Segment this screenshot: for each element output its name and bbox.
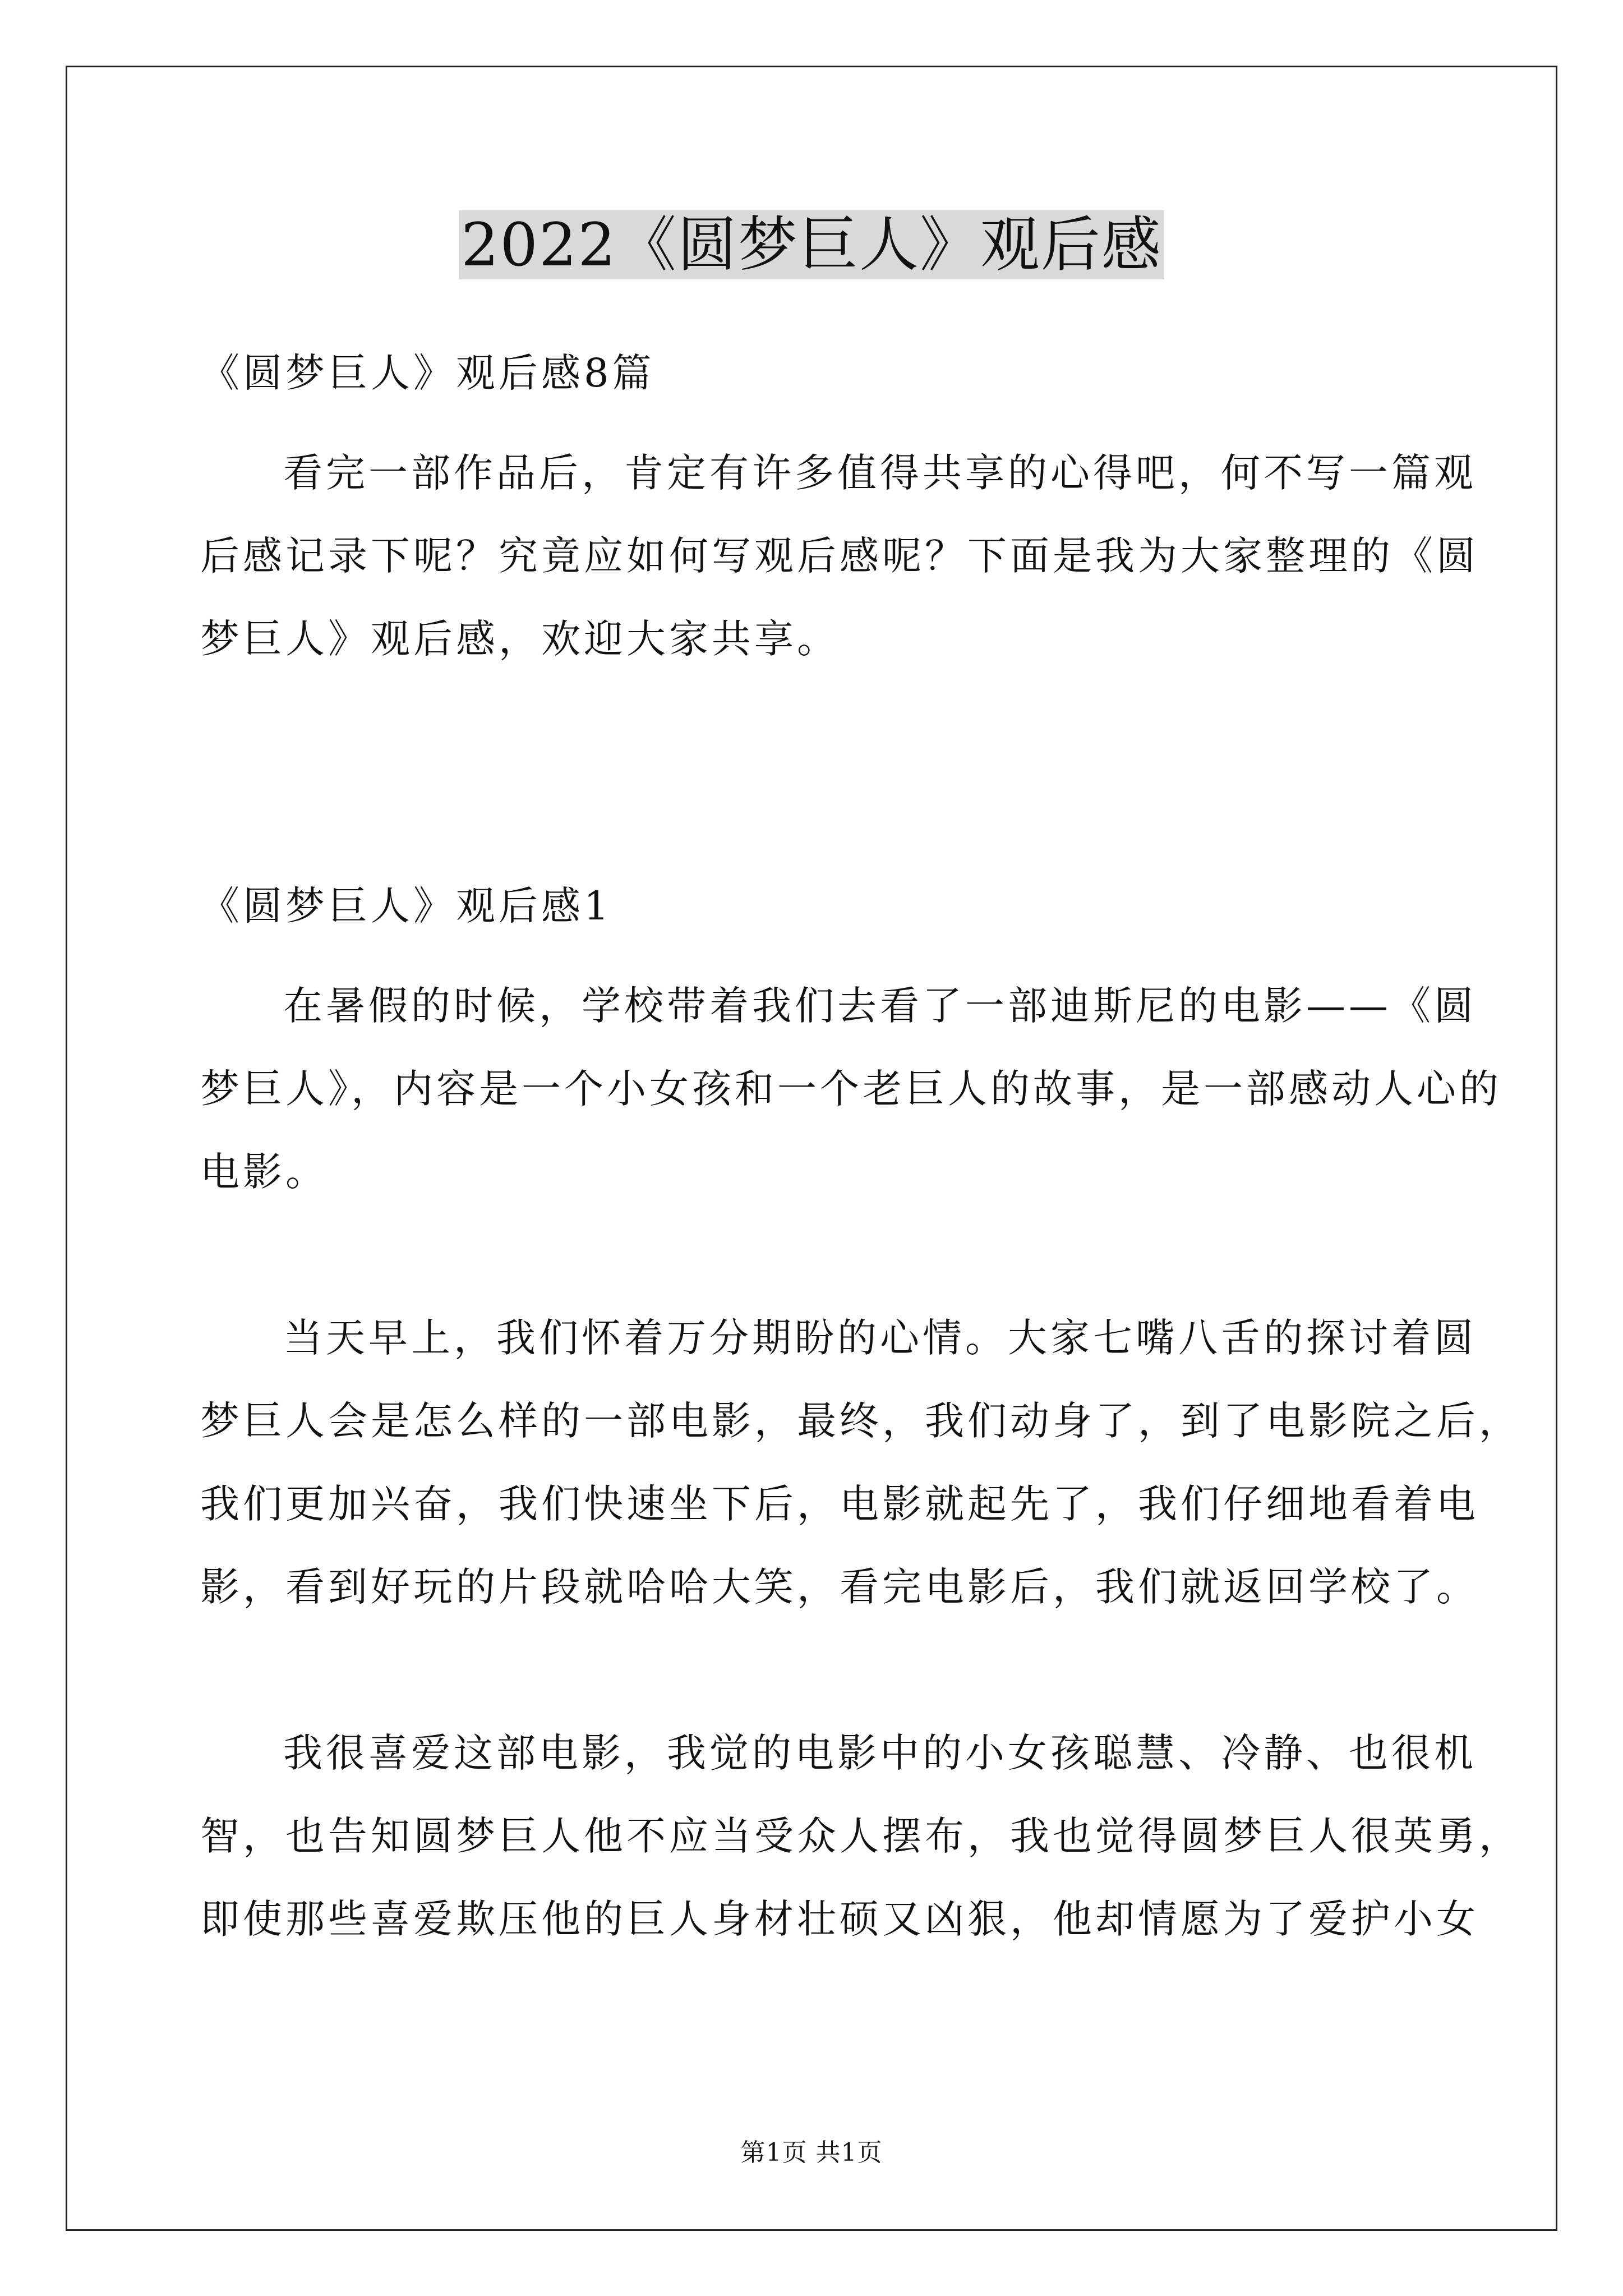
paragraph-line: 梦巨人会是怎么样的一部电影，最终，我们动身了，到了电影院之后，: [200, 1398, 1521, 1444]
document-subtitle: 《圆梦巨人》观后感8篇: [200, 350, 655, 396]
page-footer: 第1页 共1页: [740, 2138, 883, 2167]
paragraph-line: 当天早上，我们怀着万分期盼的心情。大家七嘴八舌的探讨着圆: [283, 1315, 1477, 1361]
paragraph-line: 即使那些喜爱欺压他的巨人身材壮硕又凶狠，他却情愿为了爱护小女: [200, 1896, 1479, 1942]
paragraph-line: 电影。: [200, 1149, 328, 1195]
section-heading: 《圆梦巨人》观后感1: [200, 883, 612, 929]
paragraph-line: 智，也告知圆梦巨人他不应当受众人摆布，我也觉得圆梦巨人很英勇，: [200, 1813, 1521, 1859]
paragraph-line: 在暑假的时候，学校带着我们去看了一部迪斯尼的电影——《圆: [283, 983, 1477, 1029]
paragraph-line: 我们更加兴奋，我们快速坐下后，电影就起先了，我们仔细地看着电: [200, 1481, 1479, 1527]
intro-line: 梦巨人》观后感，欢迎大家共享。: [200, 616, 840, 662]
intro-line: 看完一部作品后，肯定有许多值得共享的心得吧，何不写一篇观: [283, 450, 1477, 496]
paragraph-line: 梦巨人》，内容是一个小女孩和一个老巨人的故事，是一部感动人心的: [200, 1066, 1502, 1112]
document-title-text: 2022《圆梦巨人》观后感: [459, 210, 1164, 279]
intro-line: 后感记录下呢？究竟应如何写观后感呢？下面是我为大家整理的《圆: [200, 533, 1479, 579]
paragraph-line: 影，看到好玩的片段就哈哈大笑，看完电影后，我们就返回学校了。: [200, 1564, 1479, 1610]
document-title: [0, 209, 1623, 282]
paragraph-line: 我很喜爱这部电影，我觉的电影中的小女孩聪慧、冷静、也很机: [283, 1730, 1477, 1776]
